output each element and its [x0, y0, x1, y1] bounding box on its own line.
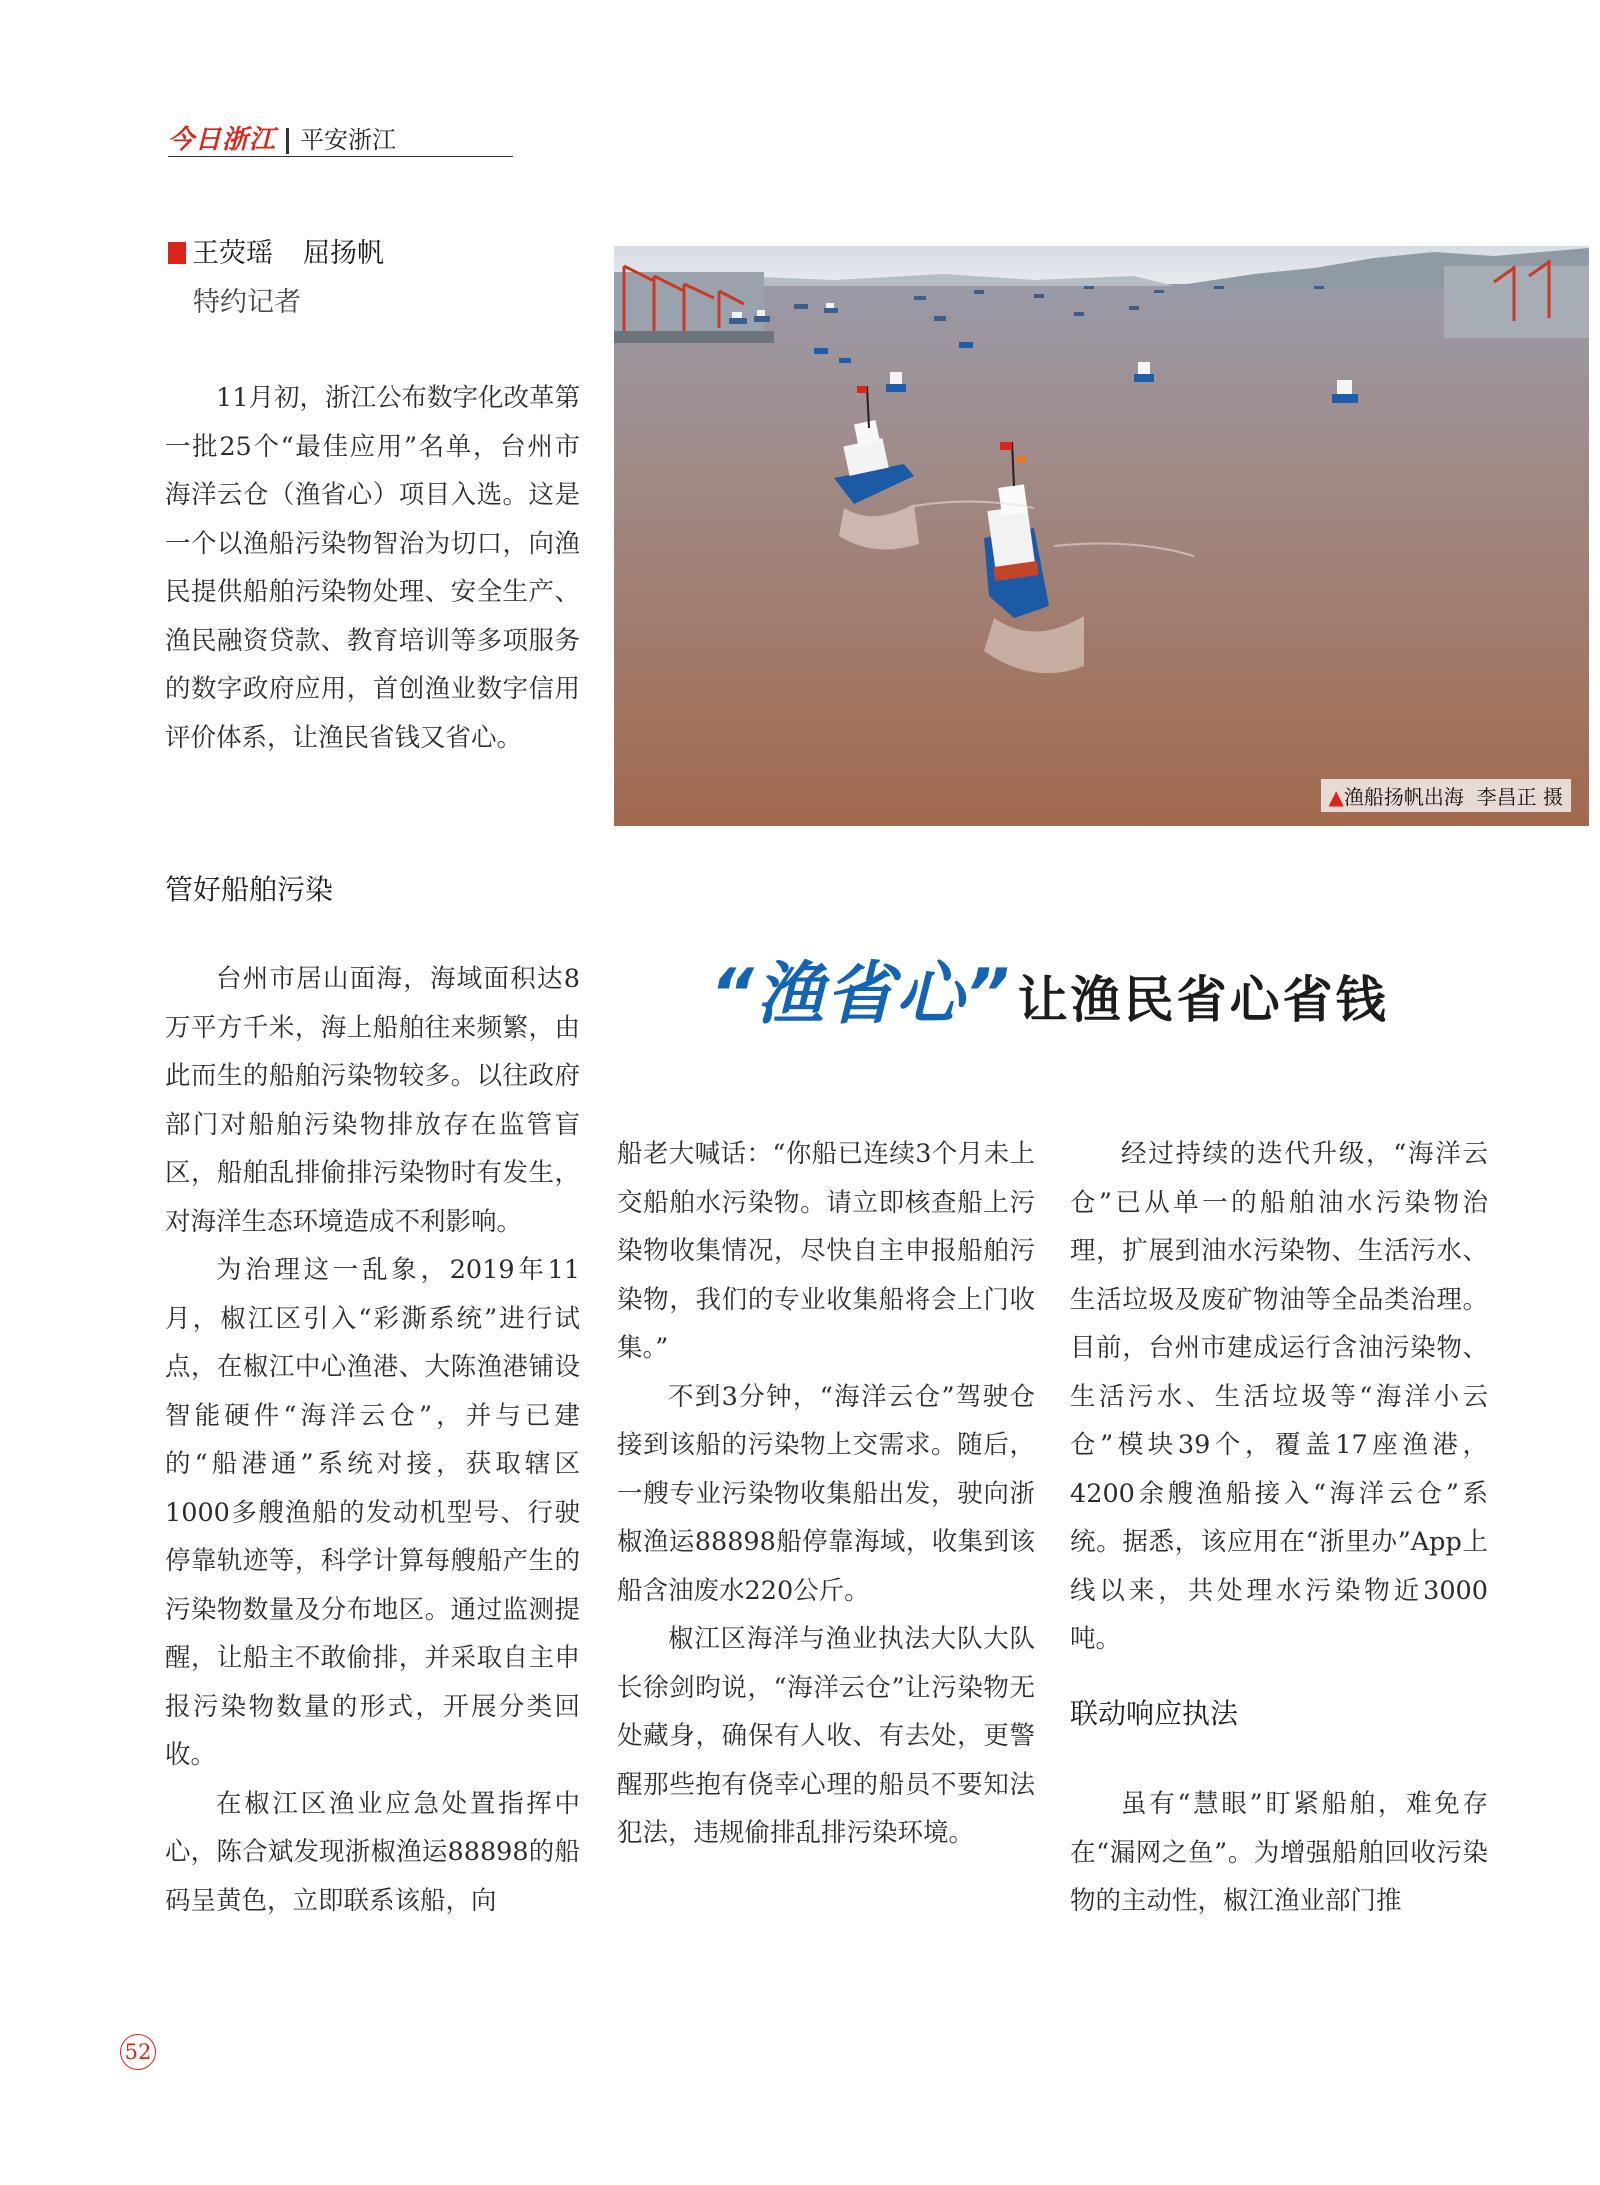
author-name: 屈扬帆	[303, 238, 384, 269]
photo-caption	[1321, 779, 1571, 812]
section-heading-enforcement: 联动响应执法	[1070, 1696, 1239, 1730]
body-paragraph: 不到3分钟，“海洋云仓”驾驶仓接到该船的污染物上交需求。随后，一艘专业污染物收集船出发，驶向浙椒渔运88898船停靠海域，收集到该船含油废水220公斤。	[617, 1381, 1035, 1606]
brand-logo: 今日浙江	[168, 125, 277, 155]
masthead	[168, 124, 513, 157]
header-divider	[286, 128, 289, 154]
title-rest: 让渔民省心省钱	[1017, 970, 1389, 1029]
body-paragraph: 椒江区海洋与渔业执法大队大队长徐剑昀说，“海洋云仓”让污染物无处藏身，确保有人收、有去处，更警醒那些抱有侥幸心理的船员不要知法犯法，违规偷排乱排污染环境。	[617, 1624, 1035, 1848]
body-paragraph: 台州市居山面海，海域面积达8万平方千米，海上船舶往来频繁，由此而生的船舶污染物较多。以往政府部门对船舶污染物排放存在监管盲区，船舶乱排偷排污染物时有发生，对海洋生态环境造成不利影响。	[165, 964, 580, 1237]
article-photo	[614, 246, 1589, 826]
section-label: 平安浙江	[300, 126, 396, 154]
column-2	[617, 1130, 1035, 1858]
body-paragraph: 船老大喊话：“你船已连续3个月未上交船舶水污染物。请立即核查船上污染物收集情况，尽快自主申报船舶污染物，我们的专业收集船将会上门收集。”	[617, 1139, 1035, 1363]
column-1	[165, 955, 580, 1925]
article-title	[710, 940, 1389, 1037]
fishing-boats-illustration	[614, 246, 1589, 826]
author-name: 王荧瑶	[192, 238, 273, 269]
byline	[168, 236, 384, 272]
caption-marker-icon: ▲	[1328, 785, 1344, 809]
body-paragraph: 在椒江区渔业应急处置指挥中心，陈合斌发现浙椒渔运88898的船码呈黄色，立即联系该船，向	[165, 1788, 580, 1916]
lead-column	[165, 374, 580, 762]
caption-text: 渔船扬帆出海	[1343, 785, 1464, 809]
byline-marker-icon	[168, 242, 186, 264]
section-heading-pollution	[165, 866, 333, 915]
body-paragraph: 经过持续的迭代升级，“海洋云仓”已从单一的船舶油水污染物治理，扩展到油水污染物、生活污水、生活垃圾及废矿物油等全品类治理。目前，台州市建成运行含油污染物、生活污水、生活垃圾等“海洋小云仓”模块39个，覆盖17座渔港，4200余艘渔船接入“海洋云仓”系统。据悉，该应用在“浙里办”App上线以来，共处理水污染物近3000吨。	[1070, 1139, 1488, 1654]
lead-paragraph: 11月初，浙江公布数字化改革第一批25个“最佳应用”名单，台州市海洋云仓（渔省心）项目入选。这是一个以渔船污染物智治为切口，向渔民提供船舶污染物处理、安全生产、渔民融资贷款、教育培训等多项服务的数字政府应用，首创渔业数字信用评价体系，让渔民省钱又省心。	[165, 383, 580, 753]
title-highlight: “渔省心”	[710, 955, 1012, 1034]
section-heading: 管好船舶污染	[165, 873, 334, 906]
column-3	[1070, 1130, 1488, 1926]
photo-credit: 李昌正 摄	[1476, 785, 1563, 809]
body-paragraph: 为治理这一乱象，2019年11月，椒江区引入“彩澌系统”进行试点，在椒江中心渔港、大陈渔港铺设智能硬件“海洋云仓”，并与已建的“船港通”系统对接，获取辖区1000多艘渔船的发动机型号、行驶停靠轨迹等，科学计算每艘船产生的污染物数量及分布地区。通过监测提醒，让船主不敢偷排，并采取自主申报污染物数量的形式，开展分类回收。	[165, 1255, 580, 1770]
body-paragraph: 虽有“慧眼”盯紧船舶，难免存在“漏网之鱼”。为增强船舶回收污染物的主动性，椒江渔业部门推	[1070, 1789, 1488, 1916]
page-number: 52	[120, 2034, 156, 2070]
byline-role: 特约记者	[193, 287, 301, 318]
